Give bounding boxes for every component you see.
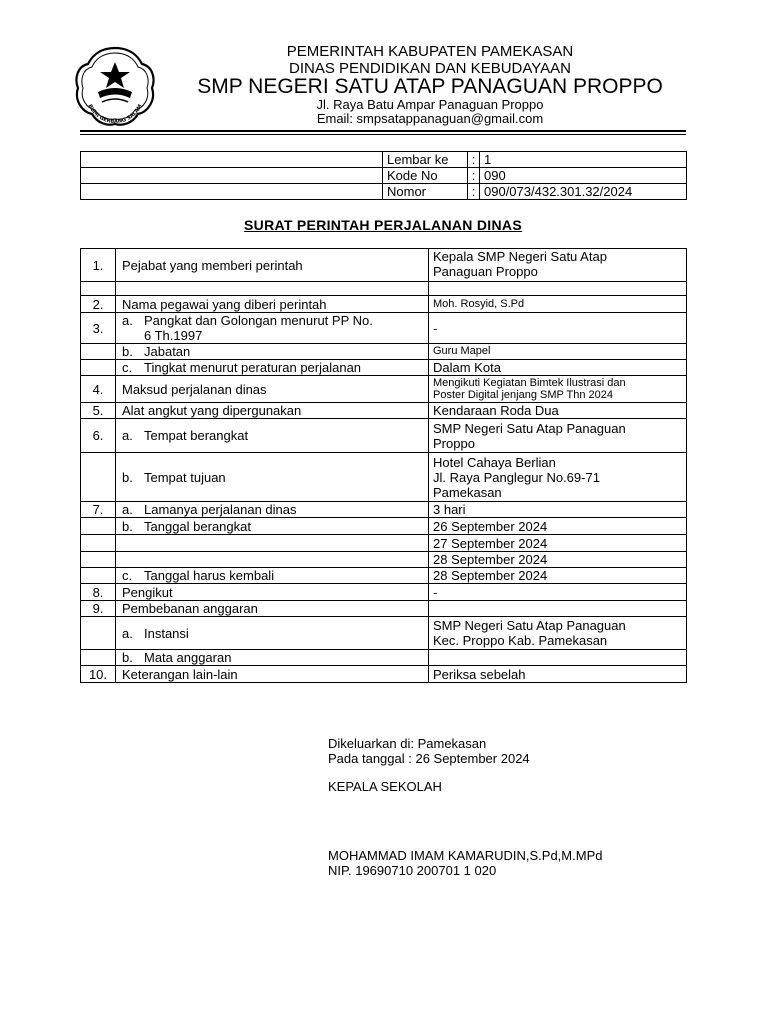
table-row	[81, 403, 687, 419]
table-row	[81, 535, 687, 552]
sub-prefix: b.	[122, 469, 133, 485]
row-label: Maksud perjalanan dinas	[116, 376, 429, 403]
table-row	[81, 617, 687, 650]
travel-order-table	[80, 248, 687, 683]
meta-label: Kode No	[383, 168, 468, 184]
sub-prefix: c.	[122, 568, 133, 583]
row-number: 10.	[81, 666, 116, 683]
row-label: Nama pegawai yang diberi perintah	[116, 296, 429, 313]
table-row	[81, 650, 687, 666]
row-value: Moh. Rosyid, S.Pd	[429, 296, 687, 313]
row-value: 28 September 2024	[429, 568, 687, 584]
issued-date: Pada tanggal : 26 September 2024	[328, 751, 530, 766]
row-label: a. Instansi	[116, 617, 429, 650]
row-label: Pengikut	[116, 584, 429, 601]
row-value: -	[429, 584, 687, 601]
row-value: Kendaraan Roda Dua	[429, 403, 687, 419]
logo-motto: BUMI GERBANG SALAM	[86, 103, 144, 126]
signer-nip: NIP. 19690710 200701 1 020	[328, 863, 497, 878]
signer-name: MOHAMMAD IMAM KAMARUDIN,S.Pd,M.MPd	[328, 848, 603, 863]
school-logo	[72, 44, 158, 130]
meta-row-number	[81, 184, 687, 200]
header-email: Email: smpsatappanaguan@gmail.com	[316, 111, 544, 126]
table-row	[81, 419, 687, 453]
table-row	[81, 568, 687, 584]
row-value: 3 hari	[429, 502, 687, 518]
meta-separator: :	[468, 152, 480, 168]
row-label: Pejabat yang memberi perintah	[116, 249, 429, 282]
sub-prefix: a.	[122, 625, 133, 641]
row-label: a. Lamanya perjalanan dinas	[116, 502, 429, 518]
row-number: 9.	[81, 601, 116, 617]
header-government: PEMERINTAH KABUPATEN PAMEKASAN	[286, 43, 574, 60]
row-label: b. Jabatan	[116, 344, 429, 360]
row-number: 7.	[81, 502, 116, 518]
table-row	[81, 601, 687, 617]
header-school-name: SMP NEGERI SATU ATAP PANAGUAN PROPPO	[197, 75, 663, 98]
row-value: -	[429, 313, 687, 344]
row-value: Mengikuti Kegiatan Bimtek Ilustrasi dan Poster Digital jenjang SMP Thn 2024	[429, 376, 687, 403]
table-row	[81, 518, 687, 535]
document-meta-table	[80, 151, 687, 200]
document-title: SURAT PERINTAH PERJALANAN DINAS	[244, 217, 522, 233]
table-row	[81, 502, 687, 518]
sub-prefix: b.	[122, 344, 133, 359]
issued-place: Dikeluarkan di: Pamekasan	[328, 736, 487, 751]
sub-prefix: a.	[122, 502, 133, 517]
value-line: Kepala SMP Negeri Satu Atap	[433, 249, 607, 264]
meta-label: Lembar ke	[383, 152, 468, 168]
row-value: SMP Negeri Satu Atap Panaguan Proppo	[429, 419, 687, 453]
sub-prefix: b.	[122, 650, 133, 665]
header-department: DINAS PENDIDIKAN DAN KEBUDAYAAN	[288, 60, 571, 77]
table-row	[81, 666, 687, 683]
meta-value: 1	[480, 152, 687, 168]
row-label: Keterangan lain-lain	[116, 666, 429, 683]
table-row	[81, 453, 687, 502]
sub-prefix: a.	[122, 313, 133, 328]
header-address: Jl. Raya Batu Ampar Panaguan Proppo	[316, 97, 544, 112]
row-number: 2.	[81, 296, 116, 313]
sub-prefix: c.	[122, 360, 133, 375]
sub-prefix: a.	[122, 428, 133, 443]
row-value: Periksa sebelah	[429, 666, 687, 683]
row-value: 26 September 2024	[429, 518, 687, 535]
table-row	[81, 360, 687, 376]
row-number: 6.	[81, 419, 116, 453]
row-label: a. Tempat berangkat	[116, 419, 429, 453]
row-number: 1.	[81, 249, 116, 282]
row-label: c. Tingkat menurut peraturan perjalanan	[116, 360, 429, 376]
table-row-empty	[81, 282, 687, 296]
meta-value: 090/073/432.301.32/2024	[480, 184, 687, 200]
table-row	[81, 552, 687, 568]
row-label: b. Tanggal berangkat	[116, 518, 429, 535]
table-row	[81, 296, 687, 313]
svg-text:BUMI GERBANG SALAM	[86, 104, 143, 126]
value-line: Panaguan Proppo	[433, 264, 538, 279]
row-number: 5.	[81, 403, 116, 419]
meta-row-code	[81, 168, 687, 184]
table-row	[81, 344, 687, 360]
row-label: Pembebanan anggaran	[116, 601, 429, 617]
row-number: 8.	[81, 584, 116, 601]
table-row	[81, 584, 687, 601]
row-label: Alat angkut yang dipergunakan	[116, 403, 429, 419]
meta-separator: :	[468, 184, 480, 200]
row-value: 28 September 2024	[429, 552, 687, 568]
row-label: b. Mata anggaran	[116, 650, 429, 666]
header-rule-thin	[80, 134, 686, 135]
meta-value: 090	[480, 168, 687, 184]
table-row	[81, 376, 687, 403]
row-label: b. Tempat tujuan	[116, 453, 429, 502]
sub-prefix: b.	[122, 518, 133, 534]
table-row	[81, 249, 687, 282]
table-row	[81, 313, 687, 344]
header-rule-thick	[80, 130, 686, 132]
row-label: a. Pangkat dan Golongan menurut PP No. 6 Th.1997	[116, 313, 429, 344]
row-value: 27 September 2024	[429, 535, 687, 552]
row-number: 3.	[81, 313, 116, 344]
row-value: Hotel Cahaya Berlian Jl. Raya Panglegur No.69-71 Pamekasan	[429, 453, 687, 502]
meta-row-sheet	[81, 152, 687, 168]
row-value: Guru Mapel	[429, 344, 687, 360]
row-value: Dalam Kota	[429, 360, 687, 376]
meta-label: Nomor	[383, 184, 468, 200]
row-value	[429, 249, 687, 282]
row-number: 4.	[81, 376, 116, 403]
signer-position: KEPALA SEKOLAH	[328, 779, 442, 794]
row-value: SMP Negeri Satu Atap Panaguan Kec. Proppo Kab. Pamekasan	[429, 617, 687, 650]
row-label: c. Tanggal harus kembali	[116, 568, 429, 584]
meta-separator: :	[468, 168, 480, 184]
